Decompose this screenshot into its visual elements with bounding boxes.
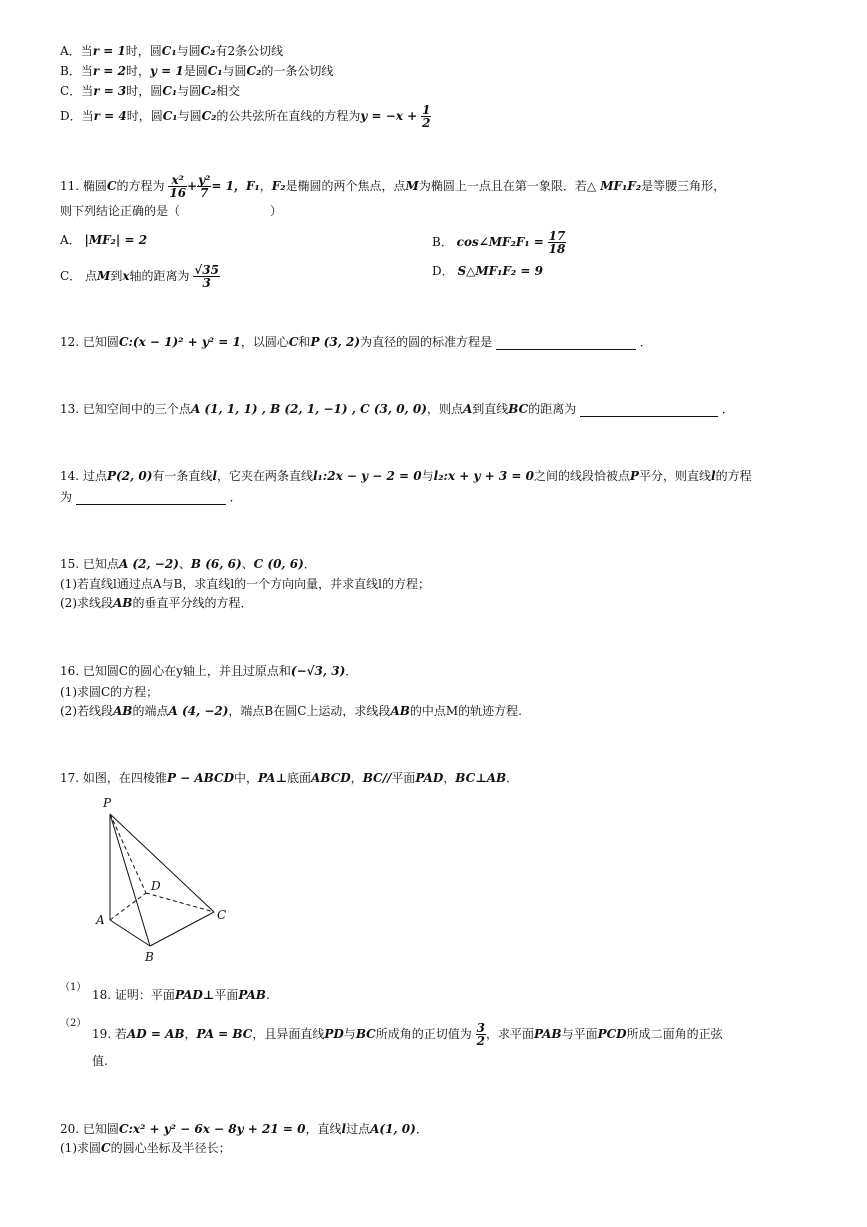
q16-part2: (2)若线段AB的端点A (4, −2)，端点B在圆C上运动，求线段AB的中点M的轨迹方程. xyxy=(60,704,522,718)
q14-line2: 为 ． xyxy=(60,490,242,504)
fraction: $\frac{1}{2}$ xyxy=(422,103,431,130)
edge-ab xyxy=(110,920,150,946)
q16-part1: (1)求圆C的方程； xyxy=(60,685,159,699)
pyramid-figure xyxy=(90,792,240,967)
q20: 20. 已知圆C:x² + y² − 6x − 8y + 21 = 0，直线l过点A(1, 0)． xyxy=(60,1122,428,1136)
q11-stem-line2: 则下列结论正确的是（ ） xyxy=(60,204,283,218)
edge-pb xyxy=(110,814,150,946)
vertex-label-a: A xyxy=(96,913,105,927)
q17: 17. 如图，在四棱锥P − ABCD中，PA⊥底面ABCD，BC//平面PAD，BC⊥AB． xyxy=(60,771,519,785)
q19-subpart-label: （2） xyxy=(60,1018,87,1029)
q10-option-c: C．当r = 3时，圆C₁与圆C₂相交 xyxy=(60,84,240,98)
q19-line2: 值. xyxy=(92,1054,108,1068)
q19: 19. 若AD = AB，PA = BC，且异面直线PD与BC所成角的正切值为 $\frac{3}{2}$ ，求平面PAB与平面PCD所成二面角的正弦 xyxy=(92,1021,723,1048)
edge-bc xyxy=(150,912,214,946)
q11-stem: 11. 椭圆C的方程为 $\frac{\text{x²}}{16}$ + $\frac{\text{y²}}{7}$ = 1，F₁，F₂是椭圆的两个焦点，点M为椭圆上一点且在第一象限．若△ MF₁F₂是等腰三角形， xyxy=(60,173,726,200)
q18: 18. 证明：平面PAD⊥平面PAB. xyxy=(92,988,270,1002)
answer-blank[interactable] xyxy=(496,337,636,350)
q14: 14. 过点P(2, 0)有一条直线l，它夹在两条直线l₁:2x − y − 2 = 0与l₂:x + y + 3 = 0之间的线段恰被点P平分，则直线l的方程 xyxy=(60,469,752,483)
q18-subpart-label: （1） xyxy=(60,982,87,993)
q11-option-c: C． 点M到x轴的距离为 $\frac{√35}{3}$ xyxy=(60,263,219,290)
answer-blank[interactable] xyxy=(76,492,226,505)
q11-option-a: A． |MF₂| = 2 xyxy=(60,233,148,247)
q13: 13. 已知空间中的三个点A (1, 1, 1) , B (2, 1, −1) , C (3, 0, 0)，则点A到直线BC的距离为 ． xyxy=(60,402,734,416)
q15: 15. 已知点A (2, −2)、B (6, 6)、C (0, 6)． xyxy=(60,557,316,571)
q15-part2: (2)求线段AB的垂直平分线的方程． xyxy=(60,596,253,610)
q11-option-d: D． S△MF₁F₂ = 9 xyxy=(432,264,543,278)
vertex-label-c: C xyxy=(217,908,227,922)
q15-part1: (1)若直线l通过点A与B，求直线l的一个方向向量，并求直线l的方程； xyxy=(60,577,430,591)
vertex-label-p: P xyxy=(103,796,112,810)
answer-blank[interactable] xyxy=(580,404,718,417)
q12: 12. 已知圆C:(x − 1)² + y² = 1，以圆心C和P (3, 2)为直径的圆的标准方程是 ． xyxy=(60,335,652,349)
vertex-label-d: D xyxy=(151,879,161,893)
q16: 16. 已知圆C的圆心在y轴上，并且过原点和(−√3, 3)． xyxy=(60,664,358,678)
q10-option-a: A．当r = 1时，圆C₁与圆C₂有2条公切线 xyxy=(60,44,284,58)
q10-option-b: B．当r = 2时，y = 1是圆C₁与圆C₂的一条公切线 xyxy=(60,64,334,78)
vertex-label-b: B xyxy=(145,950,154,964)
q11-option-b: B． cos∠MF₂F₁ = $\frac{17}{18}$ xyxy=(432,229,566,256)
edge-pd xyxy=(110,814,146,893)
q10-option-d: D．当r = 4时，圆C₁与圆C₂的公共弦所在直线的方程为y = −x + $\frac{1}{2}$ xyxy=(60,103,431,130)
q20-part1: (1)求圆C的圆心坐标及半径长； xyxy=(60,1141,231,1155)
